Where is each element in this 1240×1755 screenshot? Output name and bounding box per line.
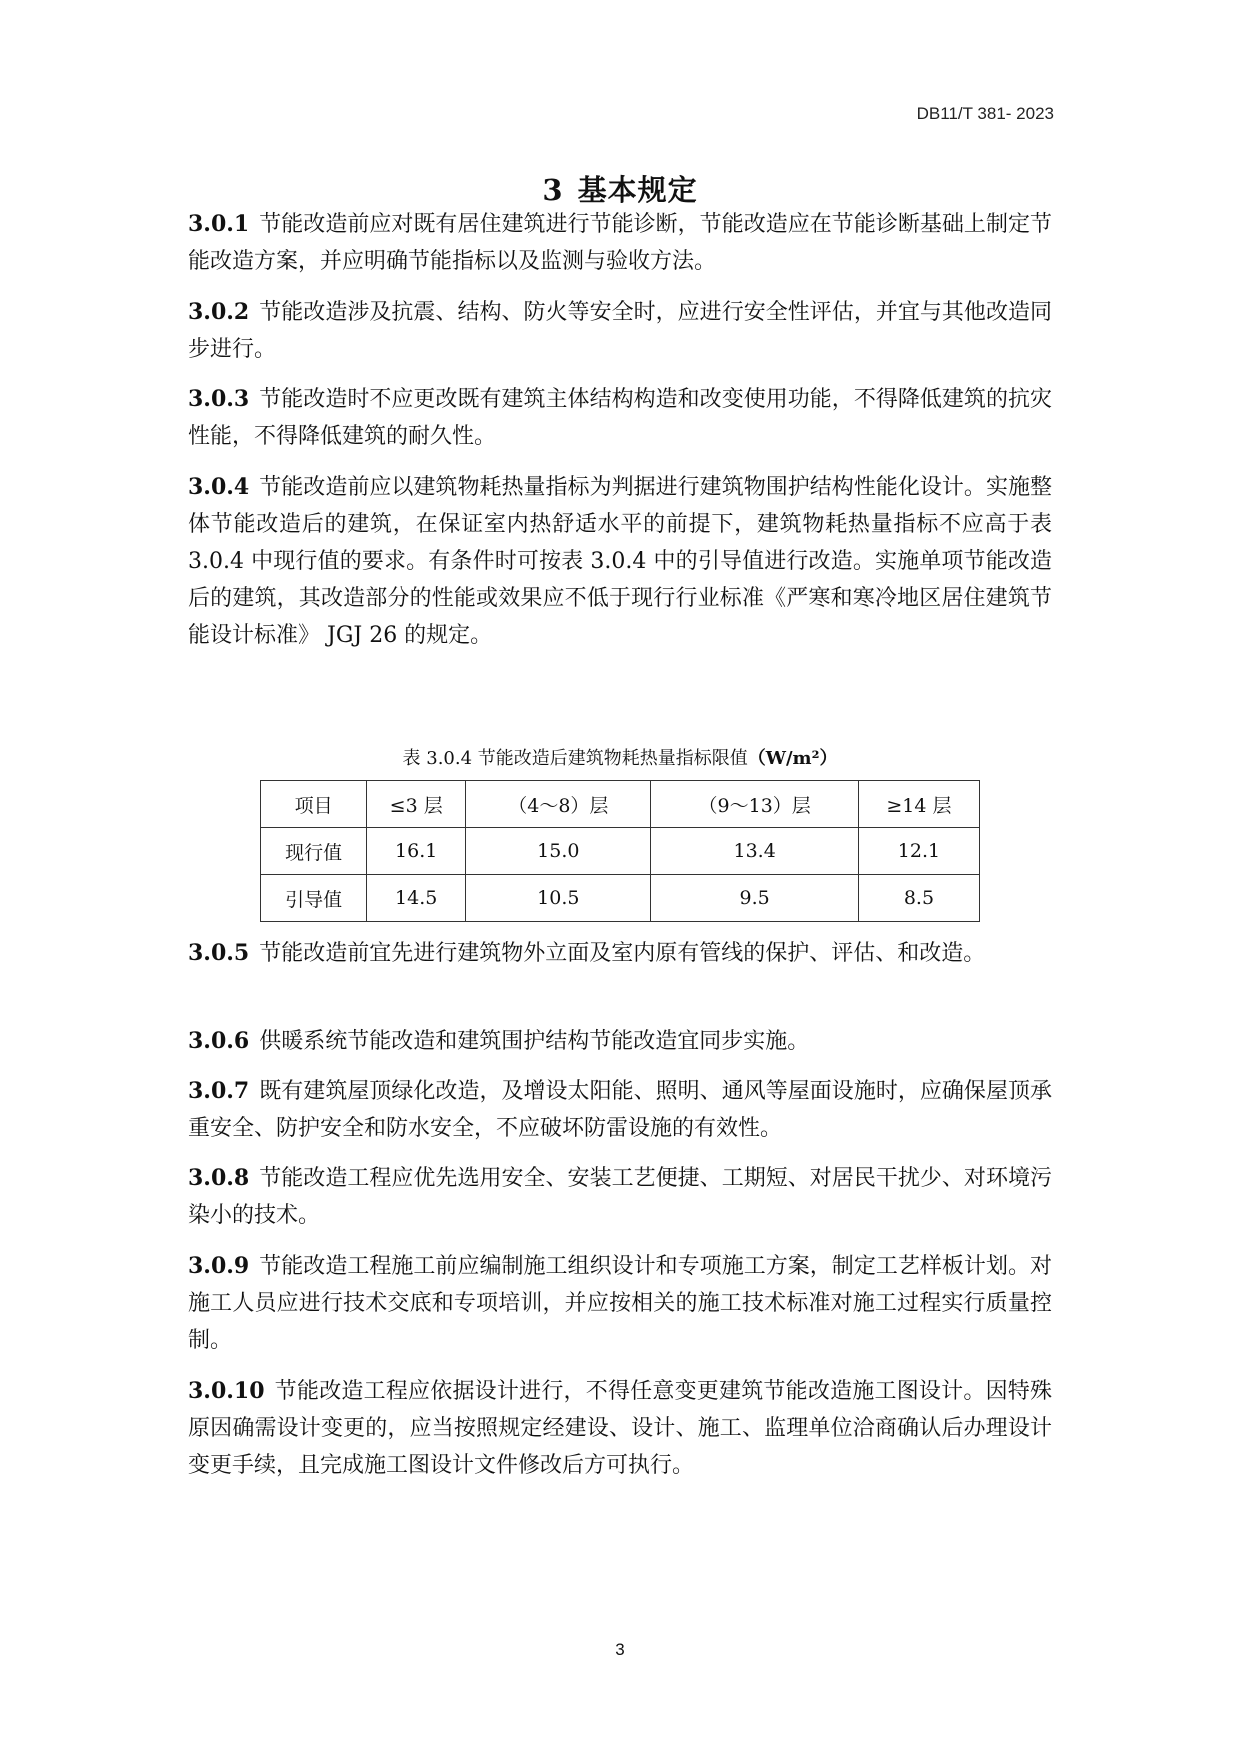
clause-number: 3.0.4 xyxy=(188,474,250,500)
table-cell: 10.5 xyxy=(466,875,651,922)
clause-text: 节能改造工程应依据设计进行，不得任意变更建筑节能改造施工图设计。因特殊原因确需设计变更的，应当按照规定经建设、设计、施工、监理单位洽商确认后办理设计变更手续，且完成施工图设计文件修改后方可执行。 xyxy=(188,1379,1052,1478)
clause-text: 节能改造前宜先进行建筑物外立面及室内原有管线的保护、评估、和改造。 xyxy=(259,941,986,966)
chapter-title xyxy=(0,168,1240,209)
clause-text: 节能改造时不应更改既有建筑主体结构构造和改变使用功能，不得降低建筑的抗灾性能，不得降低建筑的耐久性。 xyxy=(188,387,1052,449)
clause-3-0-4 xyxy=(188,469,1052,654)
clause-3-0-7 xyxy=(188,1073,1052,1147)
table-caption-text: 表 3.0.4 节能改造后建筑物耗热量指标限值 xyxy=(402,748,748,769)
table-cell: 14.5 xyxy=(367,875,466,922)
table-cell: 15.0 xyxy=(466,828,651,875)
clause-number: 3.0.2 xyxy=(188,299,250,325)
table-row xyxy=(261,875,980,922)
clause-3-0-2 xyxy=(188,294,1052,368)
chapter-title-text: 基本规定 xyxy=(577,173,698,207)
clause-text: 供暖系统节能改造和建筑围护结构节能改造宜同步实施。 xyxy=(259,1029,810,1054)
table-cell: 8.5 xyxy=(858,875,979,922)
clause-number: 3.0.3 xyxy=(188,386,250,412)
table-cell: 9.5 xyxy=(651,875,858,922)
clause-number: 3.0.8 xyxy=(188,1165,250,1191)
clause-text: 节能改造工程施工前应编制施工组织设计和专项施工方案，制定工艺样板计划。对施工人员应进行技术交底和专项培训，并应按相关的施工技术标准对施工过程实行质量控制。 xyxy=(188,1254,1052,1353)
table-header-cell: ≤3 层 xyxy=(367,781,466,828)
table-header-cell: 项目 xyxy=(261,781,367,828)
clause-number: 3.0.10 xyxy=(188,1378,265,1404)
clause-number: 3.0.7 xyxy=(188,1078,250,1104)
table-caption-unit: （W/m²） xyxy=(747,748,838,769)
clause-number: 3.0.9 xyxy=(188,1253,250,1279)
clause-3-0-5 xyxy=(188,935,1052,972)
heat-consumption-limits-table xyxy=(260,780,980,922)
page-number: 3 xyxy=(615,1640,625,1659)
clause-text: 节能改造涉及抗震、结构、防火等安全时，应进行安全性评估，并宜与其他改造同步进行。 xyxy=(188,300,1052,362)
clause-number: 3.0.1 xyxy=(188,211,250,237)
clause-3-0-3 xyxy=(188,381,1052,455)
table-caption xyxy=(0,744,1240,770)
clause-3-0-6 xyxy=(188,1023,1052,1060)
table-header-cell: （9～13）层 xyxy=(651,781,858,828)
table-cell: 引导值 xyxy=(261,875,367,922)
clause-text: 既有建筑屋顶绿化改造，及增设太阳能、照明、通风等屋面设施时，应确保屋顶承重安全、防护安全和防水安全，不应破坏防雷设施的有效性。 xyxy=(188,1079,1052,1141)
clause-text: 节能改造前应对既有居住建筑进行节能诊断，节能改造应在节能诊断基础上制定节能改造方案，并应明确节能指标以及监测与验收方法。 xyxy=(188,212,1052,274)
document-code: DB11/T 381- 2023 xyxy=(916,104,1054,123)
table-cell: 现行值 xyxy=(261,828,367,875)
table-cell: 13.4 xyxy=(651,828,858,875)
table-header-row xyxy=(261,781,980,828)
clause-3-0-10 xyxy=(188,1373,1052,1484)
table-header-cell: ≥14 层 xyxy=(858,781,979,828)
table-cell: 16.1 xyxy=(367,828,466,875)
clause-number: 3.0.5 xyxy=(188,940,250,966)
clause-3-0-1 xyxy=(188,206,1052,280)
clause-text: 节能改造工程应优先选用安全、安装工艺便捷、工期短、对居民干扰少、对环境污染小的技术。 xyxy=(188,1166,1052,1228)
chapter-number: 3 xyxy=(542,173,564,207)
table-header-cell: （4～8）层 xyxy=(466,781,651,828)
table-cell: 12.1 xyxy=(858,828,979,875)
clause-3-0-8 xyxy=(188,1160,1052,1234)
clause-text: 节能改造前应以建筑物耗热量指标为判据进行建筑物围护结构性能化设计。实施整体节能改造后的建筑，在保证室内热舒适水平的前提下，建筑物耗热量指标不应高于表 3.0.4 中现行值的要求。有条件时可按表 3.0.4 中的引导值进行改造。实施单项节能改造后的建筑，其改造部分的性能或效果应不低于现行行业标准《严寒和寒冷地区居住建筑节能设计标准》 JGJ 26 的规定。 xyxy=(188,475,1052,648)
clause-3-0-9 xyxy=(188,1248,1052,1359)
table-row xyxy=(261,828,980,875)
clause-number: 3.0.6 xyxy=(188,1028,250,1054)
